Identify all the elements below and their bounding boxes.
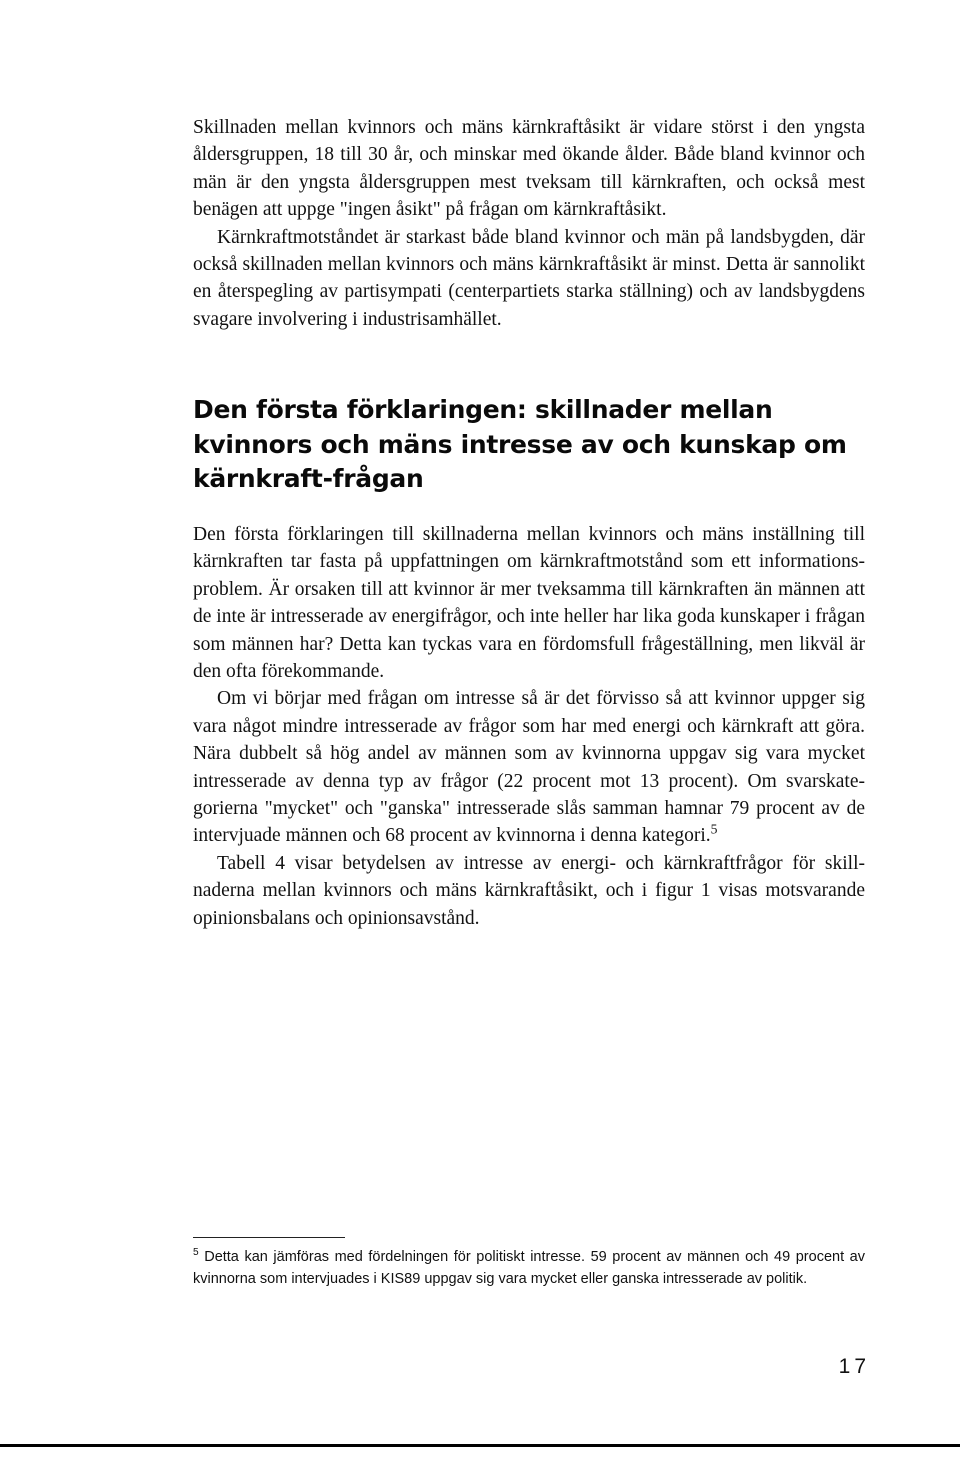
intro-section bbox=[193, 114, 865, 333]
page-number: 17 bbox=[838, 1355, 870, 1378]
footnote-reference[interactable]: 5 bbox=[710, 821, 718, 837]
footnote-divider bbox=[193, 1237, 345, 1238]
body-section bbox=[193, 521, 865, 932]
body-paragraph bbox=[193, 685, 865, 849]
body-paragraph: Den första förklaringen till skillnaderna mellan kvinnors och mäns inställning till kärnkraften tar fasta på uppfattningen om kärnkraftmotstånd som ett informations-problem. Är orsaken till att kvinnor är mer tveksamma till kärnkraften än männen att de inte är intresserade av energifrågor, och inte heller har lika goda kunskaper i frågan som männen har? Detta kan tyckas vara en fördomsfull frågeställning, men likväl är den ofta förekommande. bbox=[193, 524, 865, 683]
footnote-number: 5 bbox=[193, 1247, 199, 1259]
page-bottom-border bbox=[0, 1444, 960, 1447]
body-paragraph-text: Om vi börjar med frågan om intresse så är det förvisso så att kvinnor uppger sig vara något mindre intresserade av frågor som har med energi och kärnkraft att göra. Nära dubbelt så hög andel av männen som av kvinnorna uppgav sig vara mycket intresserade av denna typ av frågor (22 procent mot 13 procent). Om svarskate-gorierna "mycket" och "ganska" intresserade slås samman hamnar 79 procent av de intervjuade männen och 68 procent av kvinnorna i denna kategori. bbox=[193, 688, 865, 847]
footnote bbox=[193, 1247, 865, 1290]
section-heading: Den första förklaringen: skillnader mellan kvinnors och mäns intresse av och kunskap om kärnkraft-frågan bbox=[193, 395, 847, 493]
intro-paragraph: Skillnaden mellan kvinnors och mäns kärnkraftåsikt är vidare störst i den yngsta åldersgruppen, 18 till 30 år, och minskar med ökande ålder. Både bland kvinnor och män är den yngsta åldersgruppen mest tveksam till kärnkraften, och också mest benägen att uppge "ingen åsikt" på frågan om kärnkraftåsikt. bbox=[193, 117, 865, 221]
footnote-text: Detta kan jämföras med fördelningen för politiskt intresse. 59 procent av männen och 49 procent av kvinnorna som intervjuades i KIS89 uppgav sig vara mycket eller ganska intresserade av politik. bbox=[193, 1249, 865, 1287]
intro-paragraph: Kärnkraftmotståndet är starkast både bland kvinnor och män på landsbygden, där också skillnaden mellan kvinnors och mäns kärnkraftåsikt är minst. Detta är sannolikt en återspegling av partisympati (centerpartiets starka ställning) och av landsbygdens svagare involvering i industrisamhället. bbox=[193, 226, 865, 330]
body-paragraph: Tabell 4 visar betydelsen av intresse av energi- och kärnkraftfrågor för skill-naderna mellan kvinnors och mäns kärnkraftåsikt, och i figur 1 visas motsvarande opinionsbalans och opinionsavstånd. bbox=[193, 852, 865, 929]
